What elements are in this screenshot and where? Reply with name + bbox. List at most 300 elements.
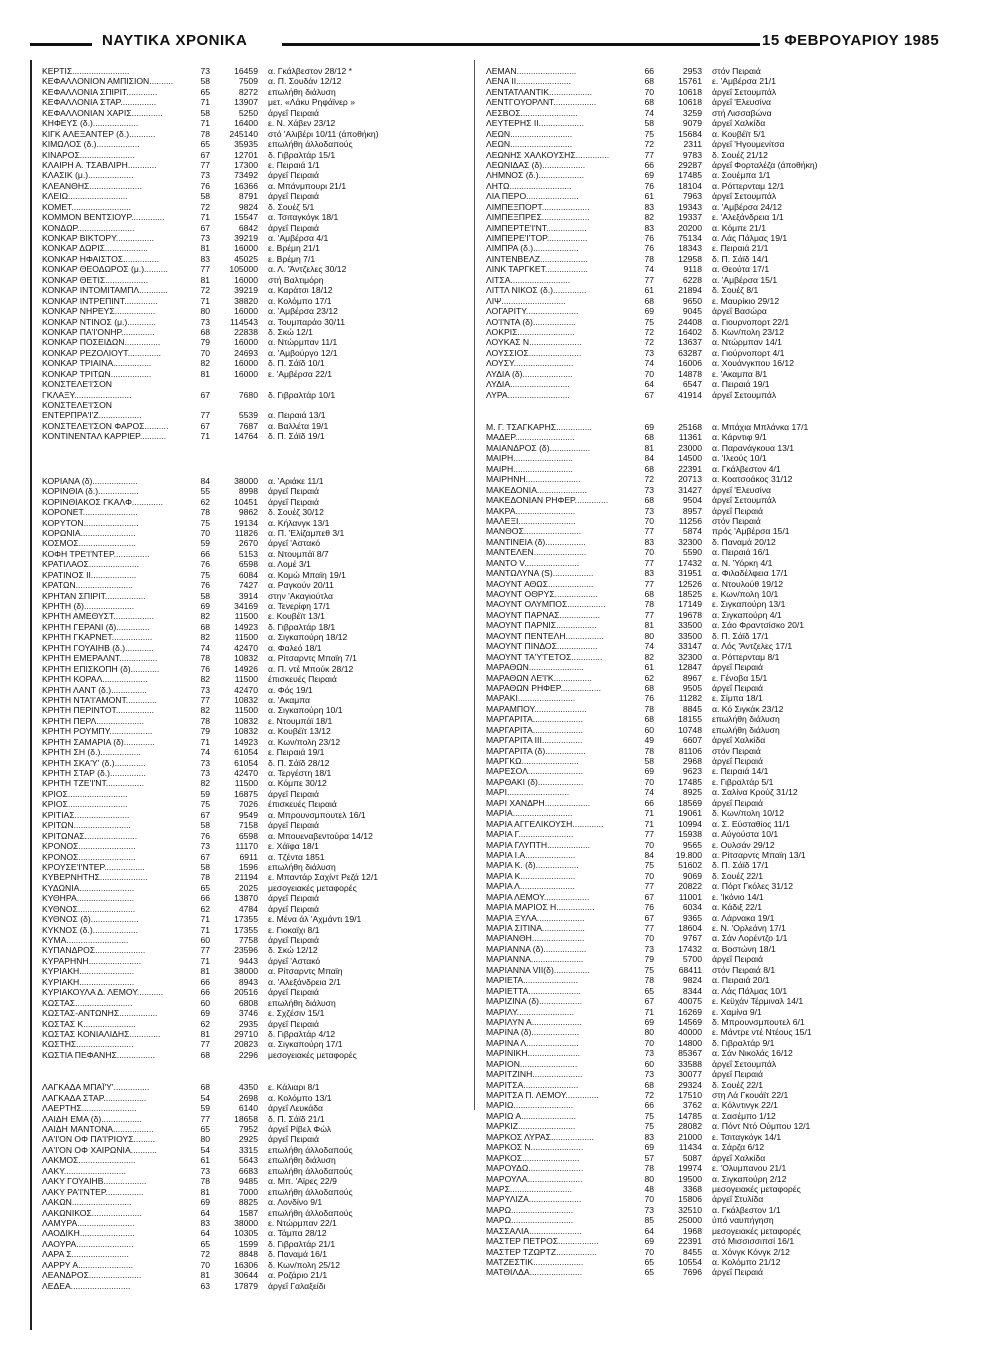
build-year: 73 — [200, 233, 210, 243]
position-status: στό Μισσισσιπσί 16/1 — [712, 1236, 795, 1247]
ship-name: ΚΡΗΤΗ ΝΤΑ'Ι'ΑΜΟΝΤ............. — [42, 694, 157, 705]
tonnage: 10994 — [678, 818, 702, 829]
registry-section — [486, 422, 942, 1278]
registry-row — [486, 1247, 942, 1257]
tonnage: 17485 — [678, 776, 702, 787]
build-year: 73 — [200, 841, 210, 852]
position-status: μεσογειακές μεταφορές — [268, 882, 357, 893]
position-status: α. Σάν Νικολάς 16/12 — [712, 1048, 793, 1059]
ship-name: ΜΑΡΙΑ ΞΥΛΑ.................... — [486, 912, 585, 923]
ship-name: ΛΥΔΙΑ (δ)..................... — [486, 368, 573, 379]
ship-name: ΛΑ'Ι'ΟΝ ΟΦ ΠΑ'Ι'ΡΙΟΥΣ......... — [42, 1134, 156, 1145]
build-year: 70 — [644, 86, 654, 97]
tonnage: 9862 — [238, 507, 258, 518]
ship-name: ΜΑΟΥΝΤ ΠΕΝΤΕΛΗ................ — [486, 630, 604, 641]
tonnage: 10618 — [678, 97, 702, 108]
left-margin-rule — [30, 60, 32, 1330]
tonnage: 17432 — [678, 943, 702, 954]
registry-row — [486, 243, 942, 253]
build-year: 77 — [200, 1113, 210, 1124]
ship-name: ΛΙΨ........................... — [486, 295, 566, 306]
build-year: 76 — [644, 693, 654, 704]
position-status — [268, 400, 494, 410]
position-status: α. Βαλλέτα 19/1 — [268, 420, 329, 431]
position-status: στή Λισσαβώνα — [712, 107, 772, 118]
tonnage: 17300 — [234, 159, 258, 170]
build-year: 75 — [200, 799, 210, 810]
build-year: 81 — [200, 1028, 210, 1039]
tonnage: 2968 — [682, 756, 702, 766]
tonnage: 16000 — [234, 243, 258, 254]
build-year: 58 — [200, 590, 210, 601]
tonnage: 15684 — [678, 128, 702, 139]
tonnage: 15806 — [678, 1194, 702, 1205]
registry-row — [42, 914, 498, 924]
registry-row — [486, 443, 942, 453]
registry-row — [42, 1176, 498, 1186]
position-status: δ. Σκώ 12/1 — [268, 326, 313, 337]
registry-row — [42, 379, 498, 389]
ship-name: ΛΙΝΚ ΤΑΡΓΚΕΤ.................. — [486, 264, 588, 275]
registry-row — [42, 1134, 498, 1144]
build-year: 77 — [644, 578, 654, 589]
position-status: α. Γκάλβεστον 4/1 — [712, 463, 781, 474]
build-year: 83 — [644, 201, 654, 212]
ship-name: ΜΑΡΙ.......................... — [486, 787, 570, 798]
ship-name: ΜΑΡΕΣΟΛ....................... — [486, 766, 583, 777]
build-year: 72 — [644, 337, 654, 348]
tonnage: 16000 — [234, 337, 258, 348]
build-year: 73 — [644, 1069, 654, 1080]
registry-row — [42, 97, 498, 107]
registry-row — [486, 1215, 942, 1225]
ship-name: ΛΑΚΩΝΙΚΟΣ..................... — [42, 1207, 142, 1218]
position-status: δ. Π. Σάϊδ 19/1 — [268, 431, 325, 442]
build-year: 65 — [200, 1238, 210, 1249]
position-status: δ. Γιβραλτάρ 15/1 — [268, 149, 336, 160]
build-year: 67 — [200, 809, 210, 820]
registry-row — [486, 202, 942, 212]
build-year: 72 — [644, 474, 654, 485]
tonnage: 35935 — [234, 139, 258, 150]
tonnage: 16306 — [234, 1259, 258, 1270]
registry-row — [486, 1059, 942, 1069]
registry-row — [42, 768, 498, 778]
tonnage: 14569 — [678, 1016, 702, 1027]
registry-row — [486, 275, 942, 285]
build-year: 80 — [644, 1173, 654, 1184]
position-status: ε. Χάϊφα 18/1 — [268, 841, 319, 852]
tonnage: 9650 — [682, 295, 702, 306]
position-status: άργεΐ Χαλκίδα — [712, 1152, 766, 1163]
tonnage: 2925 — [238, 1134, 258, 1145]
registry-row — [486, 66, 942, 76]
registry-row — [486, 118, 942, 128]
tonnage: 10748 — [678, 724, 702, 735]
ship-name: ΚΕΡΤΙΣ........................ — [42, 66, 130, 76]
build-year: 81 — [200, 243, 210, 254]
registry-row — [42, 674, 498, 684]
tonnage: 25000 — [678, 1215, 702, 1226]
position-status: ε. Βρέμη 21/1 — [268, 243, 320, 254]
registry-row — [486, 808, 942, 818]
build-year: 68 — [200, 1082, 210, 1093]
ship-name: ΜΑΡΩ.......................... — [486, 1215, 574, 1226]
position-status: ε. Πειραιά 14/1 — [712, 766, 769, 777]
tonnage: 9485 — [238, 1176, 258, 1187]
build-year: 80 — [200, 306, 210, 317]
position-status: α. Τσιταγκόγκ 18/1 — [268, 212, 339, 223]
build-year: 70 — [200, 347, 210, 358]
registry-row — [486, 485, 942, 495]
tonnage: 42470 — [234, 768, 258, 778]
position-status: ε. 'Αμβέρσα 21/1 — [712, 76, 776, 87]
build-year: 84 — [644, 849, 654, 860]
build-year: 58 — [200, 191, 210, 202]
position-status: άργεΐ Πειραιά — [712, 682, 763, 693]
tonnage: 114543 — [229, 316, 258, 327]
build-year: 58 — [644, 756, 654, 766]
ship-name: ΜΑΡΙΑΝΘΗ...................... — [486, 933, 585, 944]
position-status: έπισκευές Πειραιά — [268, 674, 337, 685]
tonnage: 21894 — [678, 285, 702, 296]
registry-row — [486, 975, 942, 985]
position-status: άργεΐ Πειραιά — [268, 1134, 319, 1145]
position-status: ε. 'Αλεξάνδρεια 1/1 — [712, 212, 784, 223]
tonnage: 6911 — [239, 851, 258, 862]
build-year: 68 — [644, 682, 654, 693]
build-year: 58 — [200, 107, 210, 118]
tonnage: 8957 — [682, 505, 702, 516]
position-status: άργεΐ 'Αστακό — [268, 538, 321, 549]
tonnage: 17355 — [234, 924, 258, 935]
position-status: άργεΐ Σετουμπάλ — [712, 495, 777, 506]
registry-column-left — [42, 66, 498, 1291]
ship-name: ΚΡΗΤΗ ΓΚΑΡΝΕΤ................. — [42, 632, 153, 643]
registry-row — [486, 631, 942, 641]
registry-row — [486, 1027, 942, 1037]
registry-row — [486, 579, 942, 589]
ship-name: ΛΕΩΝ.......................... — [486, 128, 573, 139]
build-year: 78 — [644, 745, 654, 756]
build-year: 71 — [200, 97, 210, 108]
registry-row — [42, 369, 498, 379]
tonnage: 9767 — [682, 933, 702, 944]
tonnage: 1587 — [238, 1207, 258, 1218]
registry-row — [486, 735, 942, 745]
position-status: δ. Παναμά 20/12 — [712, 536, 776, 547]
tonnage: 5087 — [682, 1152, 702, 1163]
ship-name: ΚΥΡΙΑΚΗ....................... — [42, 966, 135, 977]
publication-title: ΝΑΥΤΙΚΑ ΧΡΟΝΙΚΑ — [102, 32, 248, 49]
build-year: 78 — [644, 975, 654, 986]
build-year: 68 — [644, 463, 654, 474]
registry-row — [42, 831, 498, 841]
ship-name: ΜΑΤΖΕΣΤΙΚ..................... — [486, 1257, 584, 1267]
position-status: άργεΐ Πειραιά — [712, 1069, 763, 1080]
tonnage: 105000 — [229, 264, 258, 275]
position-status: άργεΐ Πειραιά — [268, 486, 319, 497]
position-status: α. Πειραιά 16/1 — [712, 547, 770, 558]
ship-name: ΚΟΝΚΑΡ ΤΡΙΑΙΝΑ................ — [42, 358, 152, 369]
tonnage: 9079 — [682, 118, 702, 129]
tonnage: 32510 — [678, 1204, 702, 1215]
build-year: 67 — [644, 912, 654, 923]
tonnage: 85367 — [678, 1048, 702, 1059]
registry-row — [42, 726, 498, 736]
build-year: 73 — [644, 347, 654, 358]
registry-row — [42, 285, 498, 295]
tonnage: 75134 — [678, 233, 702, 243]
position-status: α. Ντουλούθ 19/12 — [712, 578, 784, 589]
registry-row — [486, 766, 942, 776]
ship-name: ΚΡΗΤΗ ΓΟΥΑΙΗΒ (δ.)............ — [42, 642, 154, 653]
build-year: 77 — [200, 159, 210, 170]
tonnage: 16000 — [234, 306, 258, 317]
tonnage: 33588 — [678, 1058, 702, 1069]
ship-name: ΛΟΥΣΣΙΟΣ...................... — [486, 347, 582, 358]
ship-name: ΜΑΡΙΕΤΑ....................... — [486, 975, 579, 986]
build-year: 68 — [200, 326, 210, 337]
position-status: δ. Γιβραλτάρ 18/1 — [268, 621, 336, 632]
build-year: 73 — [644, 505, 654, 516]
registry-row — [486, 1205, 942, 1215]
ship-name: ΚΥΔΩΝΙΑ....................... — [42, 882, 135, 893]
registry-row — [486, 798, 942, 808]
registry-row — [42, 327, 498, 337]
tonnage: 6607 — [682, 735, 702, 746]
registry-row — [486, 1007, 942, 1017]
position-status: α. Ραγκούν 20/11 — [268, 580, 334, 591]
ship-name: ΜΑΡΟΥΔΩ....................... — [486, 1163, 584, 1174]
tonnage: 20822 — [678, 881, 702, 892]
build-year: 73 — [644, 943, 654, 954]
tonnage: 6842 — [238, 222, 258, 233]
ship-name: ΜΑΡΙΑ ΛΕΜΟΥ................... — [486, 891, 590, 902]
ship-name: ΚΕΦΑΛΛΟΝΙΑ ΣΤΑΡ............... — [42, 97, 157, 108]
ship-name: ΛΑΙΔΗ ΜΑΝΤΟΝΑ................. — [42, 1124, 154, 1134]
position-status: στό 'Αλιβέρι 10/11 (άποθήκη) — [268, 128, 379, 139]
tonnage: 8272 — [238, 86, 258, 97]
ship-name: ΚΟΝΚΑΡ ΤΡΙΤΩΝ................. — [42, 368, 152, 379]
ship-name: ΚΩΣΤΑΣ-ΑΝΤΩΝΗΣ................ — [42, 1008, 158, 1019]
position-status: άργεΐ Πειραιά — [268, 893, 319, 904]
registry-row — [486, 1194, 942, 1204]
build-year: 70 — [644, 1037, 654, 1048]
position-status: α. Κολόμπο 21/12 — [712, 1257, 781, 1267]
position-status: δ. Π. Σάϊδ 14/1 — [712, 253, 769, 264]
tonnage: 3762 — [682, 1100, 702, 1111]
ship-name: ΚΡΗΤΗ ΣΑΜΑΡΙΑ (δ)............. — [42, 736, 155, 747]
ship-name: ΜΑΡΙΛΥ........................ — [486, 1006, 575, 1017]
tonnage: 11170 — [235, 841, 258, 852]
tonnage: 19678 — [678, 609, 702, 620]
position-status: δ. Γιβραλτάρ 21/1 — [268, 1238, 336, 1249]
build-year: 78 — [644, 1163, 654, 1174]
ship-name: ΜΑΡΘΑΚΙ (δ)................... — [486, 776, 584, 787]
registry-row — [42, 507, 498, 517]
build-year: 81 — [200, 274, 210, 285]
registry-column-right — [486, 66, 942, 1278]
position-status: α. Πόντ Ντό Ούμπου 12/1 — [712, 1121, 811, 1132]
registry-row — [42, 1145, 498, 1155]
tonnage: 38000 — [234, 475, 258, 486]
registry-row — [42, 76, 498, 86]
position-status: α. Τενερίφη 17/1 — [268, 601, 331, 611]
registry-row — [486, 1111, 942, 1121]
position-status: ε. Γένοβα 15/1 — [712, 672, 768, 683]
tonnage: 23596 — [234, 945, 258, 956]
ship-name: ΓΚΛΑΞΥ........................ — [42, 389, 132, 400]
position-status: α. Ρόττερνταμ 8/1 — [712, 651, 780, 662]
tonnage: 6140 — [238, 1103, 258, 1114]
ship-name: ΜΑΟΥΝΤ ΟΘΡΥΣ.................. — [486, 589, 598, 599]
tonnage: 16402 — [678, 326, 702, 337]
registry-row — [486, 683, 942, 693]
registry-row — [42, 1124, 498, 1134]
position-status: δ. Κων/πολη 23/12 — [712, 326, 784, 337]
build-year: 77 — [200, 410, 210, 421]
ship-name: ΚΟΝΚΑΡ ΒΙΚΤΟΡΥ................ — [42, 233, 154, 243]
registry-row — [42, 170, 498, 180]
position-status: α. Ντουμπάϊ 8/7 — [268, 548, 329, 559]
ship-name: ΚΩΣΤΗΣ........................ — [42, 1039, 134, 1050]
tonnage: 19337 — [678, 212, 702, 223]
ship-name: ΚΡΗΤΗ ΑΜΕΘΥΣΤ................. — [42, 611, 155, 622]
tonnage: 6547 — [682, 379, 702, 390]
position-status: α. Βοστώνη 18/1 — [712, 943, 776, 954]
registry-row — [486, 599, 942, 609]
tonnage: 14764 — [234, 431, 258, 442]
tonnage: 17432 — [678, 557, 702, 568]
registry-row — [42, 998, 498, 1008]
tonnage: 12958 — [678, 253, 702, 264]
position-status: ε. Σχζέσιν 15/1 — [268, 1008, 325, 1019]
position-status: ε. Κάλιαρι 8/1 — [268, 1082, 320, 1093]
build-year — [176, 400, 210, 410]
build-year: 73 — [644, 1048, 654, 1059]
registry-row — [486, 652, 942, 662]
tonnage: 20823 — [234, 1039, 258, 1050]
position-status: α. Χόνγκ Κόνγκ 2/12 — [712, 1246, 790, 1257]
ship-name: ΜΑΙΡΗ......................... — [486, 453, 573, 464]
ship-name: ΚΥΠΑΝΔΡΟΣ..................... — [42, 945, 146, 956]
position-status: στόν Πειραιά — [712, 515, 761, 526]
registry-row — [42, 622, 498, 632]
build-year: 78 — [200, 653, 210, 664]
position-status: δ. Σουέζ 22/1 — [712, 870, 764, 881]
registry-row — [42, 716, 498, 726]
build-year: 77 — [200, 945, 210, 956]
tonnage: 32300 — [678, 651, 702, 662]
registry-row — [42, 538, 498, 548]
registry-row — [42, 549, 498, 559]
position-status: άργεΐ Πειραιά — [712, 954, 763, 965]
position-status: άργεΐ Πειραιά — [712, 797, 763, 808]
build-year: 74 — [644, 358, 654, 369]
build-year: 78 — [644, 703, 654, 714]
position-status: α. Π. 'Ελίζαμπεθ 3/1 — [268, 527, 345, 538]
position-status: δ. Π. Σάϊδ 28/12 — [268, 757, 330, 768]
position-status: α. Σιγκαπούρη 18/12 — [268, 632, 348, 643]
build-year: 73 — [200, 170, 210, 181]
ship-name: ΚΟΝΚΑΡ ΗΦΑΙΣΤΟΣ............... — [42, 253, 159, 264]
ship-name: ΚΩΣΤΑΣ ΚΟΝΙΑΛΙΔΗΣ............. — [42, 1028, 161, 1039]
build-year: 67 — [200, 222, 210, 233]
position-status: α. Π. ντέ Μπούκ 28/12 — [268, 663, 354, 674]
tonnage: 22838 — [234, 326, 258, 337]
position-status: α. Παρανάγκουα 13/1 — [712, 442, 795, 453]
build-year: 78 — [200, 128, 210, 139]
build-year: 69 — [644, 1142, 654, 1153]
registry-row — [486, 422, 942, 432]
ship-name: ΚΡΗΤΗ ΠΕΡΙΝΤΟΤ................ — [42, 705, 155, 716]
tonnage: 8825 — [238, 1197, 258, 1208]
tonnage: 21000 — [678, 1131, 702, 1142]
tonnage: 6598 — [238, 559, 258, 570]
tonnage: 5153 — [238, 548, 258, 559]
build-year: 77 — [644, 829, 654, 840]
position-status: α. Κων/πολη 23/12 — [268, 736, 341, 747]
position-status: α. Κό Σιγκάκ 23/12 — [712, 703, 784, 714]
registry-row — [42, 1197, 498, 1207]
build-year: 72 — [644, 139, 654, 150]
build-year: 80 — [644, 630, 654, 641]
position-status: α. Θεούτα 17/1 — [712, 264, 770, 275]
position-status: ε. Γιοκαϊχι 8/1 — [268, 924, 320, 935]
registry-row — [42, 977, 498, 987]
position-status: άργεΐ Πειραιά — [268, 820, 319, 831]
ship-name: ΜΑΡΙΑ......................... — [486, 808, 573, 819]
registry-row — [486, 1100, 942, 1110]
registry-row — [42, 518, 498, 528]
build-year: 75 — [644, 128, 654, 139]
position-status: α. Τεργέστη 18/1 — [268, 768, 332, 778]
build-year: 70 — [644, 933, 654, 944]
ship-name: ΛΑΡΡΥ Α....................... — [42, 1259, 134, 1270]
build-year: 69 — [644, 766, 654, 777]
build-year: 77 — [644, 274, 654, 285]
build-year: 66 — [200, 893, 210, 904]
ship-name: ΜΑΛΕΞΙ........................ — [486, 515, 576, 526]
registry-row — [42, 1239, 498, 1249]
registry-row — [42, 66, 498, 76]
ship-name: ΜΑΡΙΖΙΝΑ (δ).................. — [486, 996, 582, 1007]
position-status: α. 'Ακαμπα — [268, 694, 311, 705]
registry-row — [486, 1132, 942, 1142]
tonnage: 30077 — [678, 1069, 702, 1080]
registry-row — [486, 1184, 942, 1194]
position-status: δ. Π. Σάϊδ 17/1 — [712, 860, 769, 871]
tonnage: 15761 — [678, 76, 702, 87]
position-status: α. Γιουρνοπορτ 22/1 — [712, 316, 790, 327]
position-status: α. Χουάνγκπου 16/12 — [712, 358, 794, 369]
registry-row — [42, 160, 498, 170]
position-status: α. Σάρζα 6/12 — [712, 1142, 765, 1153]
ship-name: ΚΩΣΤΑΣ........................ — [42, 997, 133, 1008]
ship-name: ΜΑΣΤΕΡ ΠΕΤΡΟΣ................. — [486, 1236, 599, 1247]
position-status: άργεΐ Σετουμπάλ — [712, 1058, 777, 1069]
ship-name: ΜΑΡΙΝΑ (δ).................... — [486, 1027, 580, 1038]
issue-date: 15 ΦΕΒΡΟΥΑΡΙΟΥ 1985 — [762, 32, 940, 49]
registry-row — [42, 431, 498, 441]
registry-row — [486, 693, 942, 703]
position-status: α. Μπ. 'Αϊρες 22/9 — [268, 1176, 337, 1187]
build-year: 76 — [200, 180, 210, 191]
ship-name: ΜΑΝΤΙΝΕΙΑ (δ)................. — [486, 536, 586, 547]
build-year: 68 — [200, 1049, 210, 1060]
position-status: α. Κολόμπο 17/1 — [268, 295, 332, 306]
